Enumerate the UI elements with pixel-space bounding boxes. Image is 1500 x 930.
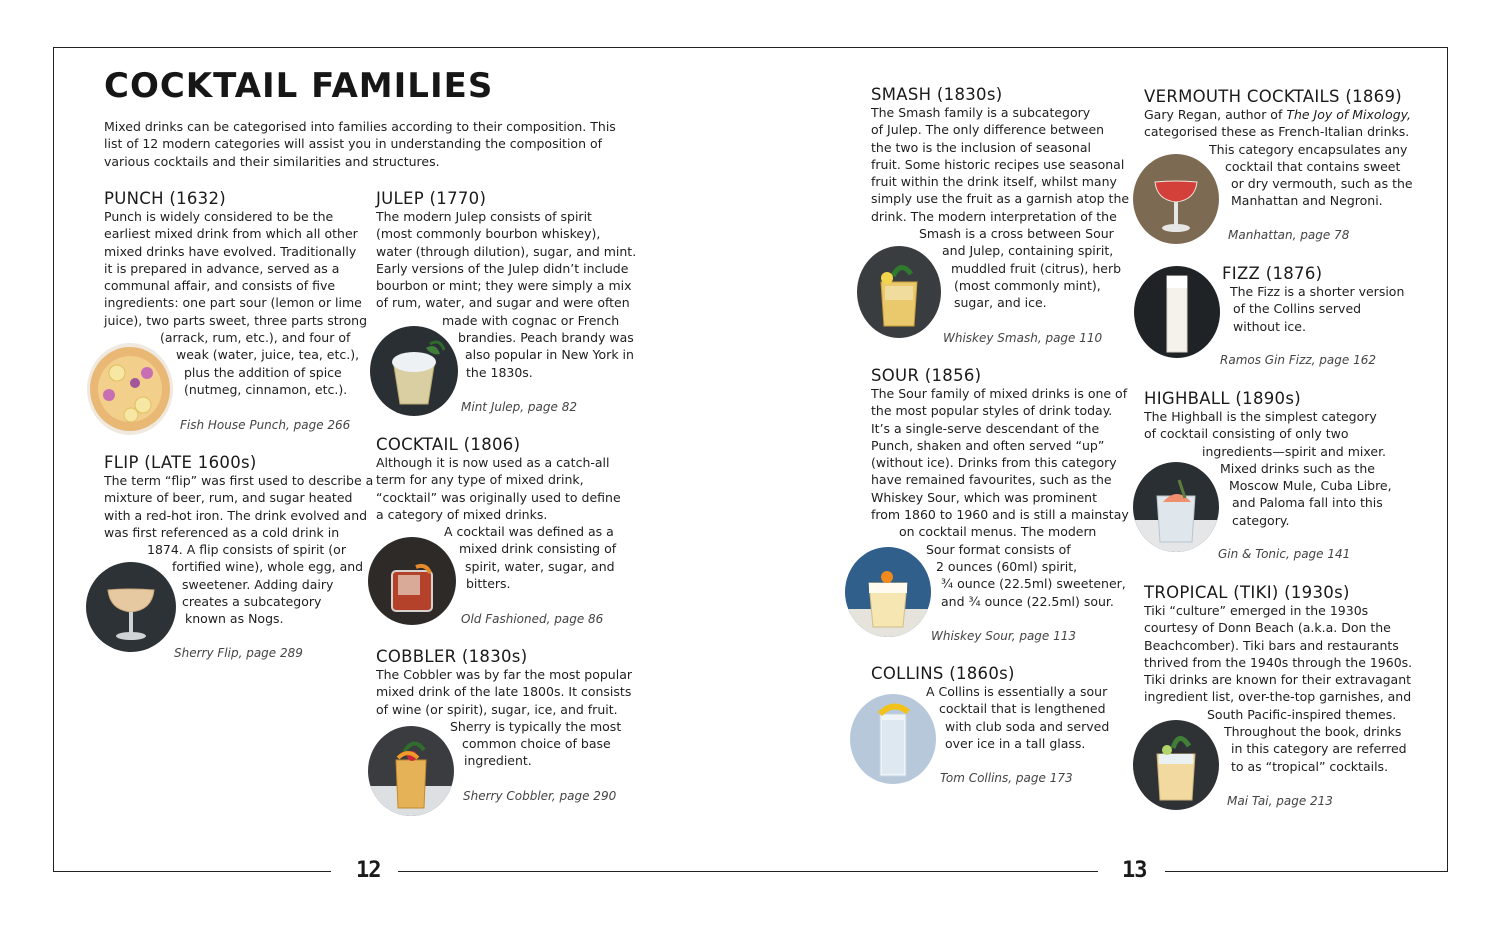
line: the 1830s. [466,364,533,380]
line: The Cobbler was by far the most popular [376,667,632,682]
line: with club soda and served [945,718,1110,734]
line: Early versions of the Julep didn’t include [376,260,629,276]
line: and Paloma fall into this [1232,495,1383,511]
line: made with cognac or French [442,312,620,328]
vermouth-intro-a: Gary Regan, author of [1144,107,1287,122]
line: without ice. [1233,318,1306,334]
line: Tiki drinks are known for their extravagant [1144,672,1412,688]
line: a category of mixed drinks. [376,506,548,522]
caption-cocktail: Old Fashioned, page 86 [461,612,604,626]
heading-vermouth: VERMOUTH COCKTAILS (1869) [1144,87,1403,106]
line: Sour format consists of [926,541,1071,557]
line: (nutmeg, cinnamon, etc.). [184,381,348,397]
heading-fizz: FIZZ (1876) [1222,264,1323,283]
caption-vermouth: Manhattan, page 78 [1228,228,1350,242]
line: known as Nogs. [185,611,284,627]
line: of wine (or spirit), sugar, ice, and fruit. [376,701,618,717]
sherry-cobbler-image [368,726,454,816]
line: (most commonly bourbon whiskey), [376,226,601,242]
gin-and-tonic-image [1133,462,1219,552]
line: of cocktail consisting of only two [1144,426,1349,442]
caption-highball: Gin & Tonic, page 141 [1218,547,1351,561]
line: it is prepared in advance, served as a [104,260,340,276]
line: thrived from the 1940s through the 1960s. [1144,654,1413,670]
line: creates a subcategory [182,594,322,610]
line: cocktail that is lengthened [939,701,1106,717]
tom-collins-image [850,694,936,784]
heading-cocktail: COCKTAIL (1806) [376,435,521,454]
line: ingredient. [464,753,532,769]
line: The Sour family of mixed drinks is one of [871,386,1128,401]
line: of the Collins served [1233,301,1362,317]
line: sweetener. Adding dairy [182,576,334,592]
heading-collins: COLLINS (1860s) [871,664,1015,683]
line [1144,106,1413,123]
line: The Smash family is a subcategory [871,105,1091,120]
line: sugar, and ice. [954,295,1047,311]
heading-cobbler: COBBLER (1830s) [376,647,528,666]
caption-tropical: Mai Tai, page 213 [1227,794,1333,808]
line: bitters. [466,576,511,592]
line: (most commonly mint), [954,277,1101,293]
line: ingredients: one part sour (lemon or lime [104,295,362,311]
line: and ¾ ounce (22.5ml) sour. [941,593,1114,609]
heading-smash: SMASH (1830s) [871,85,1003,104]
sherry-flip-image [86,562,176,652]
line: the two is the inclusion of seasonal [871,139,1091,155]
book-title: The Joy of Mixology, [1286,107,1412,122]
ramos-gin-fizz-image [1134,266,1220,358]
heading-tropical: TROPICAL (TIKI) (1930s) [1144,583,1350,602]
line: communal affair, and consists of five [104,278,336,294]
old-fashioned-image [368,537,456,625]
line: common choice of base [462,736,611,752]
mai-tai-image [1133,720,1219,810]
line: from 1860 to 1960 and is still a mainstay [871,507,1129,523]
line: was first referenced as a cold drink in [104,524,340,540]
line: in this category are referred [1231,741,1407,757]
line: fortified wine), whole egg, and [172,559,364,575]
footer-rule-left-a [53,871,331,872]
line: A cocktail was defined as a [444,524,614,540]
line: of Julep. The only difference between [871,122,1105,138]
line: with a red-hot iron. The drink evolved and [104,507,368,523]
line: the most popular styles of drink today. [871,403,1113,419]
line: A Collins is essentially a sour [926,684,1108,699]
mint-julep-image [370,326,458,416]
line: Tiki “culture” emerged in the 1930s [1144,603,1369,618]
line: This category encapsulates any [1209,141,1408,157]
line: Punch is widely considered to be the [104,209,334,224]
caption-flip: Sherry Flip, page 289 [174,646,303,660]
line: mixed drink of the late 1800s. It consists [376,684,632,700]
caption-collins: Tom Collins, page 173 [940,771,1073,785]
line: muddled fruit (citrus), herb [951,260,1122,276]
line: courtesy of Donn Beach (a.k.a. Don the [1144,620,1391,636]
line: The Highball is the simplest category [1144,409,1377,424]
line: plus the addition of spice [184,364,342,380]
heading-julep: JULEP (1770) [376,189,487,208]
line: ¾ ounce (22.5ml) sweetener, [941,576,1126,592]
caption-sour: Whiskey Sour, page 113 [931,629,1077,643]
line: on cocktail menus. The modern [899,524,1097,540]
caption-julep: Mint Julep, page 82 [461,400,577,414]
line: simply use the fruit as a garnish atop the [871,191,1130,207]
line: categorised these as French-Italian drinks. [1144,124,1410,140]
line: bourbon or mint; they were simply a mix [376,278,632,294]
line: term for any type of mixed drink, [376,472,584,488]
line: over ice in a tall glass. [945,735,1086,751]
line: Beachcomber). Tiki bars and restaurants [1144,637,1399,653]
line: mixed drink consisting of [459,541,617,557]
line: have remained favourites, such as the [871,472,1112,488]
line: drink. The modern interpretation of the [871,208,1117,224]
line: Punch, shaken and often served “up” [871,437,1105,453]
line: cocktail that contains sweet [1225,158,1401,174]
line: and Julep, containing spirit, [942,243,1114,259]
line: (without ice). Drinks from this category [871,455,1117,471]
line: earliest mixed drink from which all other [104,226,358,242]
line: juice), two parts sweet, three parts strong [104,312,368,328]
line: weak (water, juice, tea, etc.), [176,347,360,363]
line: of rum, water, and sugar and were often [376,295,630,311]
heading-punch: PUNCH (1632) [104,189,227,208]
footer-rule-middle [398,871,1098,872]
line: (arrack, rum, etc.), and four of [160,330,351,346]
line: Mixed drinks such as the [1220,460,1375,476]
line: The modern Julep consists of spirit [376,209,592,224]
manhattan-image [1133,154,1219,244]
whiskey-sour-image [845,547,931,637]
line: fruit. Some historic recipes use seasonal [871,156,1125,172]
line: 2 ounces (60ml) spirit, [936,558,1078,574]
line: Throughout the book, drinks [1224,724,1402,740]
line: Although it is now used as a catch-all [376,455,610,470]
line: “cocktail” was originally used to define [376,489,621,505]
line: Sherry is typically the most [450,718,622,734]
footer-rule-right [1165,871,1448,872]
line: mixed drinks have evolved. Traditionally [104,243,357,259]
line: ingredient list, over-the-top garnishes, and [1144,689,1412,705]
line: also popular in New York in [465,347,634,363]
whiskey-smash-image [857,246,941,338]
line: brandies. Peach brandy was [458,330,634,346]
line: It’s a single-serve descendant of the [871,420,1100,436]
line: to as “tropical” cocktails. [1231,758,1389,774]
line: The term “flip” was first used to describe a [104,473,374,488]
line: spirit, water, sugar, and [465,558,615,574]
page-number-left: 12 [356,858,381,883]
heading-flip: FLIP (LATE 1600s) [104,453,257,472]
line: 1874. A flip consists of spirit (or [147,542,346,558]
line: Manhattan and Negroni. [1231,193,1383,209]
page-title: COCKTAIL FAMILIES [104,66,494,106]
punch-bowl-image [87,343,173,435]
intro-text: Mixed drinks can be categorised into families according to their composition. This list of 12 modern categories will assist you in understanding the composition of various cocktails and their similarities and structures. [104,119,616,169]
caption-punch: Fish House Punch, page 266 [180,418,351,432]
line: The Fizz is a shorter version [1230,284,1405,299]
line: category. [1232,512,1290,528]
line: mixture of beer, rum, and sugar heated [104,490,353,506]
line: fruit within the drink itself, whilst many [871,174,1117,190]
caption-smash: Whiskey Smash, page 110 [943,331,1103,345]
line: ingredients—spirit and mixer. [1202,443,1387,459]
line: Smash is a cross between Sour [919,226,1114,242]
line: Whiskey Sour, which was prominent [871,489,1098,505]
line: South Pacific-inspired themes. [1207,706,1397,722]
line: water (through dilution), sugar, and mint. [376,243,637,259]
heading-sour: SOUR (1856) [871,366,982,385]
line: Moscow Mule, Cuba Libre, [1229,478,1392,494]
caption-fizz: Ramos Gin Fizz, page 162 [1220,353,1376,367]
heading-highball: HIGHBALL (1890s) [1144,389,1301,408]
line: or dry vermouth, such as the [1231,176,1413,192]
page-number-right: 13 [1122,858,1147,883]
caption-cobbler: Sherry Cobbler, page 290 [463,789,617,803]
